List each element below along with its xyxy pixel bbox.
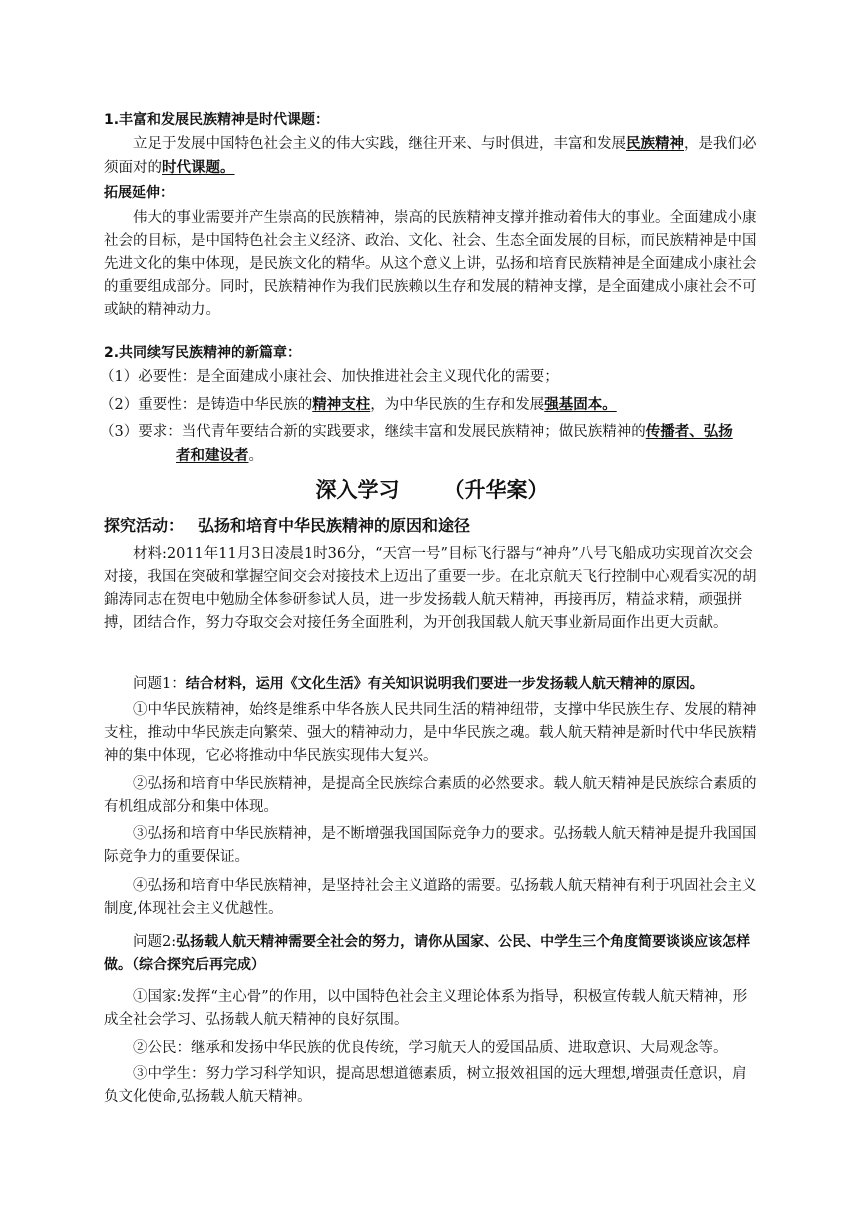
item3-end: 。 [248,448,263,464]
activity-topic: 弘扬和培育中华民族精神的原因和途径 [198,516,471,535]
underlined-term-national-spirit: 民族精神 [626,135,684,152]
q1-text: 结合材料，运用《文化生活》有关知识说明我们要进一步发扬载人航天精神的原因。 [185,676,704,692]
title-sub: （升华案） [443,478,549,502]
q2-label: 问题2: [133,934,177,950]
activity-label: 探究活动： [104,516,185,535]
q1-answer-1: ①中华民族精神，始终是维系中华各族人民共同生活的精神纽带，支撑中华民族生存、发展的精神支柱，推动中华民族走向繁荣、强大的精神动力，是中华民族之魂。载人航天精神是新时代中华民族精神的集中体现，它必将推动中华民族实现伟大复兴。 [104,702,757,764]
underlined-term-spiritual-pillar: 精神支柱 [312,396,371,413]
q1-answer-4: ④弘扬和培育中华民族精神，是坚持社会主义道路的需要。弘扬载人航天精神有利于巩固社会主义制度,体现社会主义优越性。 [104,878,757,917]
extension-heading: 拓展延伸： [104,185,174,201]
underlined-term-builder: 者和建设者 [176,447,249,464]
q2-answer-3: ③中学生：努力学习科学知识，提高思想道德素质，树立报效祖国的远大理想,增强责任意识，肩负文化使命,弘扬载人航天精神。 [104,1066,747,1105]
page-title [104,472,760,508]
section1-heading: 1.丰富和发展民族精神是时代课题： [104,112,330,128]
underlined-term-era-topic: 时代课题。 [162,159,235,176]
q1-label: 问题1： [133,676,186,692]
underlined-term-strengthen-foundation: 强基固本。 [544,396,617,413]
section2-item-importance [100,393,756,417]
activity-heading [104,513,760,539]
title-main: 深入学习 [315,478,400,502]
section1-text-a: 立足于发展中国特色社会主义的伟大实践，继往开来、与时俱进，丰富和发展 [133,136,626,152]
section1-paragraph [104,132,760,180]
item2-text-a: （2）重要性：是铸造中华民族的 [100,397,313,413]
q1-answer-2: ②弘扬和培育中华民族精神，是提高全民族综合素质的必然要求。载人航天精神是民族综合素质的有机组成部分和集中体现。 [104,776,757,815]
section2-item-necessity: （1）必要性：是全面建成小康社会、加快推进社会主义现代化的需要； [100,369,559,385]
item3-text-a: （3）要求：当代青年要结合新的实践要求，继续丰富和发展民族精神；做民族精神的 [100,424,646,440]
section2-heading: 2.共同续写民族精神的新篇章： [104,345,302,361]
section2-item-requirement-cont [100,444,756,468]
q1-answer-3: ③弘扬和培育中华民族精神，是不断增强我国国际竞争力的要求。弘扬载人航天精神是提升我国国际竞争力的重要保证。 [104,826,757,865]
question-2 [104,931,760,977]
extension-paragraph: 伟大的事业需要并产生崇高的民族精神，崇高的民族精神支撑并推动着伟大的事业。全面建成小康社会的目标，是中国特色社会主义经济、政治、文化、社会、生态全面发展的目标，而民族精神是中国先进文化的集中体现，是民族文化的精华。从这个意义上讲，弘扬和培育民族精神是全面建成小康社会的重要组成部分。同时，民族精神作为我们民族赖以生存和发展的精神支撑，是全面建成小康社会不可或缺的精神动力。 [104,210,757,318]
q2-answer-1: ①国家:发挥“主心骨”的作用，以中国特色社会主义理论体系为指导，积极宣传载人航天精神，形成全社会学习、弘扬载人航天精神的良好氛围。 [104,989,748,1028]
underlined-term-propagator: 传播者、弘扬 [645,423,733,440]
q2-text: 弘扬载人航天精神需要全社会的努力，请你从国家、公民、中学生三个角度简要谈谈应该怎样做。（综合探究后再完成） [104,934,751,973]
item2-text-b: ，为中华民族的生存和发展 [370,397,545,413]
section2-item-requirement [100,420,760,444]
q2-answer-2: ②公民：继承和发扬中华民族的优良传统，学习航天人的爱国品质、进取意识、大局观念等。 [133,1040,728,1056]
question-1 [104,673,760,696]
material-paragraph: 材料:2011年11月3日凌晨1时36分，“天宫一号”目标飞行器与“神舟”八号飞船成功实现首次交会对接，我国在突破和掌握空间交会对接技术上迈出了重要一步。在北京航天飞行控制中心观看实况的胡錦涛同志在贺电中勉励全体参研参试人员，进一步发扬载人航天精神，再接再厉，精益求精，顽强拼搏，团结合作，努力夺取交会对接任务全面胜利，为开创我国载人航天事业新局面作出更大贡献。 [104,546,757,631]
section1-text-b: ，是我们必须面对的 [104,136,757,176]
